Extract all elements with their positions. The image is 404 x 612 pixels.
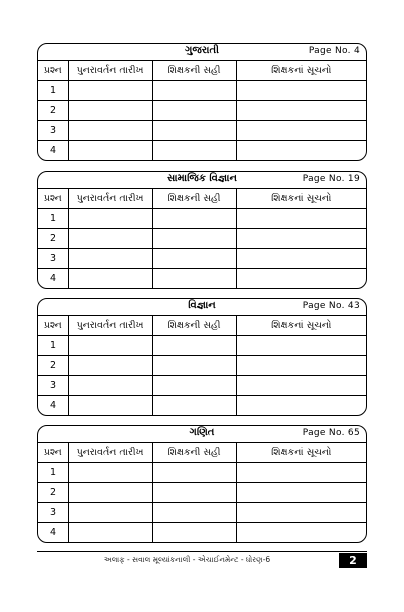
blank-cell[interactable] <box>68 375 152 395</box>
blank-cell[interactable] <box>68 120 152 140</box>
table-row <box>38 208 366 228</box>
subject-block <box>37 43 367 161</box>
question-number: 4 <box>38 395 68 415</box>
blank-cell[interactable] <box>68 522 152 542</box>
question-number: 3 <box>38 120 68 140</box>
page-number-label: Page No. 19 <box>302 174 360 184</box>
subject-block <box>37 171 367 289</box>
blank-cell[interactable] <box>68 248 152 268</box>
subject-header <box>38 172 366 189</box>
blank-cell[interactable] <box>152 375 236 395</box>
footer-text: અલાફ - સવાલ મૂલ્યાંકનાલી - એચાઈનમેન્ટ - ધોરણ-6 <box>103 555 271 564</box>
blank-cell[interactable] <box>68 228 152 248</box>
question-number: 2 <box>38 228 68 248</box>
subject-header <box>38 44 366 61</box>
blank-cell[interactable] <box>152 335 236 355</box>
question-number: 1 <box>38 80 68 100</box>
column-header: શિક્ષકની સહી <box>152 189 236 208</box>
column-header: શિક્ષકની સહી <box>152 316 236 335</box>
blank-cell[interactable] <box>236 100 366 120</box>
blank-cell[interactable] <box>68 208 152 228</box>
blank-cell[interactable] <box>236 248 366 268</box>
column-header: પ્રશ્ન <box>38 61 68 80</box>
blank-cell[interactable] <box>152 120 236 140</box>
table-row <box>38 502 366 522</box>
question-number: 1 <box>38 462 68 482</box>
blank-cell[interactable] <box>152 502 236 522</box>
blank-cell[interactable] <box>236 395 366 415</box>
table-header-row <box>38 189 366 208</box>
table-row <box>38 120 366 140</box>
blank-cell[interactable] <box>68 335 152 355</box>
blank-cell[interactable] <box>236 482 366 502</box>
blank-cell[interactable] <box>152 140 236 160</box>
table-row <box>38 522 366 542</box>
blank-cell[interactable] <box>152 522 236 542</box>
blank-cell[interactable] <box>68 140 152 160</box>
blank-cell[interactable] <box>236 208 366 228</box>
column-header: પ્રશ્ન <box>38 316 68 335</box>
subject-block <box>37 425 367 543</box>
column-header: શિક્ષકની સહી <box>152 443 236 462</box>
table-row <box>38 268 366 288</box>
blank-cell[interactable] <box>236 355 366 375</box>
question-number: 4 <box>38 268 68 288</box>
blank-cell[interactable] <box>68 502 152 522</box>
blank-cell[interactable] <box>152 248 236 268</box>
table-header-row <box>38 61 366 80</box>
column-header: પ્રશ્ન <box>38 189 68 208</box>
subject-header <box>38 426 366 443</box>
column-header: પુનરાવર્તન તારીખ <box>68 61 152 80</box>
blank-cell[interactable] <box>68 462 152 482</box>
blank-cell[interactable] <box>68 395 152 415</box>
question-number: 3 <box>38 375 68 395</box>
table-row <box>38 80 366 100</box>
blank-cell[interactable] <box>236 522 366 542</box>
question-number: 3 <box>38 502 68 522</box>
table-header-row <box>38 316 366 335</box>
question-number: 2 <box>38 355 68 375</box>
question-number: 2 <box>38 100 68 120</box>
page-number-label: Page No. 65 <box>302 428 360 438</box>
blank-cell[interactable] <box>152 462 236 482</box>
blank-cell[interactable] <box>152 482 236 502</box>
column-header: શિક્ષકની સહી <box>152 61 236 80</box>
page-number-label: Page No. 4 <box>308 46 360 56</box>
blank-cell[interactable] <box>236 502 366 522</box>
blank-cell[interactable] <box>152 80 236 100</box>
table-row <box>38 355 366 375</box>
blank-cell[interactable] <box>68 100 152 120</box>
revision-table <box>38 61 366 160</box>
page-number-label: Page No. 43 <box>302 301 360 311</box>
blank-cell[interactable] <box>236 120 366 140</box>
blank-cell[interactable] <box>236 268 366 288</box>
table-row <box>38 248 366 268</box>
column-header: પ્રશ્ન <box>38 443 68 462</box>
revision-table <box>38 316 366 415</box>
blank-cell[interactable] <box>68 80 152 100</box>
blank-cell[interactable] <box>236 228 366 248</box>
blank-cell[interactable] <box>236 80 366 100</box>
blank-cell[interactable] <box>68 482 152 502</box>
subject-title: સામાજિક વિજ્ઞાન <box>167 173 237 184</box>
column-header: પુનરાવર્તન તારીખ <box>68 189 152 208</box>
question-number: 1 <box>38 208 68 228</box>
blank-cell[interactable] <box>236 462 366 482</box>
table-row <box>38 335 366 355</box>
column-header: પુનરાવર્તન તારીખ <box>68 316 152 335</box>
table-row <box>38 395 366 415</box>
table-row <box>38 100 366 120</box>
column-header: શિક્ષકનાં સૂચનો <box>236 189 366 208</box>
subject-title: ગુજરાતી <box>185 45 219 56</box>
revision-table <box>38 189 366 288</box>
question-number: 4 <box>38 140 68 160</box>
subject-title: ગણિત <box>189 427 215 438</box>
blank-cell[interactable] <box>68 355 152 375</box>
column-header: પુનરાવર્તન તારીખ <box>68 443 152 462</box>
table-header-row <box>38 443 366 462</box>
revision-table <box>38 443 366 542</box>
table-row <box>38 375 366 395</box>
column-header: શિક્ષકનાં સૂચનો <box>236 443 366 462</box>
subject-header <box>38 299 366 316</box>
table-row <box>38 140 366 160</box>
blank-cell[interactable] <box>152 228 236 248</box>
question-number: 1 <box>38 335 68 355</box>
table-row <box>38 462 366 482</box>
question-number: 3 <box>38 248 68 268</box>
blank-cell[interactable] <box>152 355 236 375</box>
blank-cell[interactable] <box>152 100 236 120</box>
column-header: શિક્ષકનાં સૂચનો <box>236 61 366 80</box>
blank-cell[interactable] <box>236 335 366 355</box>
blank-cell[interactable] <box>236 375 366 395</box>
subject-block <box>37 298 367 416</box>
blank-cell[interactable] <box>152 208 236 228</box>
blank-cell[interactable] <box>152 268 236 288</box>
blank-cell[interactable] <box>68 268 152 288</box>
page-number-badge: 2 <box>339 553 367 568</box>
question-number: 2 <box>38 482 68 502</box>
blank-cell[interactable] <box>236 140 366 160</box>
footer-rule <box>37 551 367 552</box>
question-number: 4 <box>38 522 68 542</box>
table-row <box>38 482 366 502</box>
subject-title: વિજ્ઞાન <box>188 300 216 311</box>
blank-cell[interactable] <box>152 395 236 415</box>
table-row <box>38 228 366 248</box>
column-header: શિક્ષકનાં સૂચનો <box>236 316 366 335</box>
